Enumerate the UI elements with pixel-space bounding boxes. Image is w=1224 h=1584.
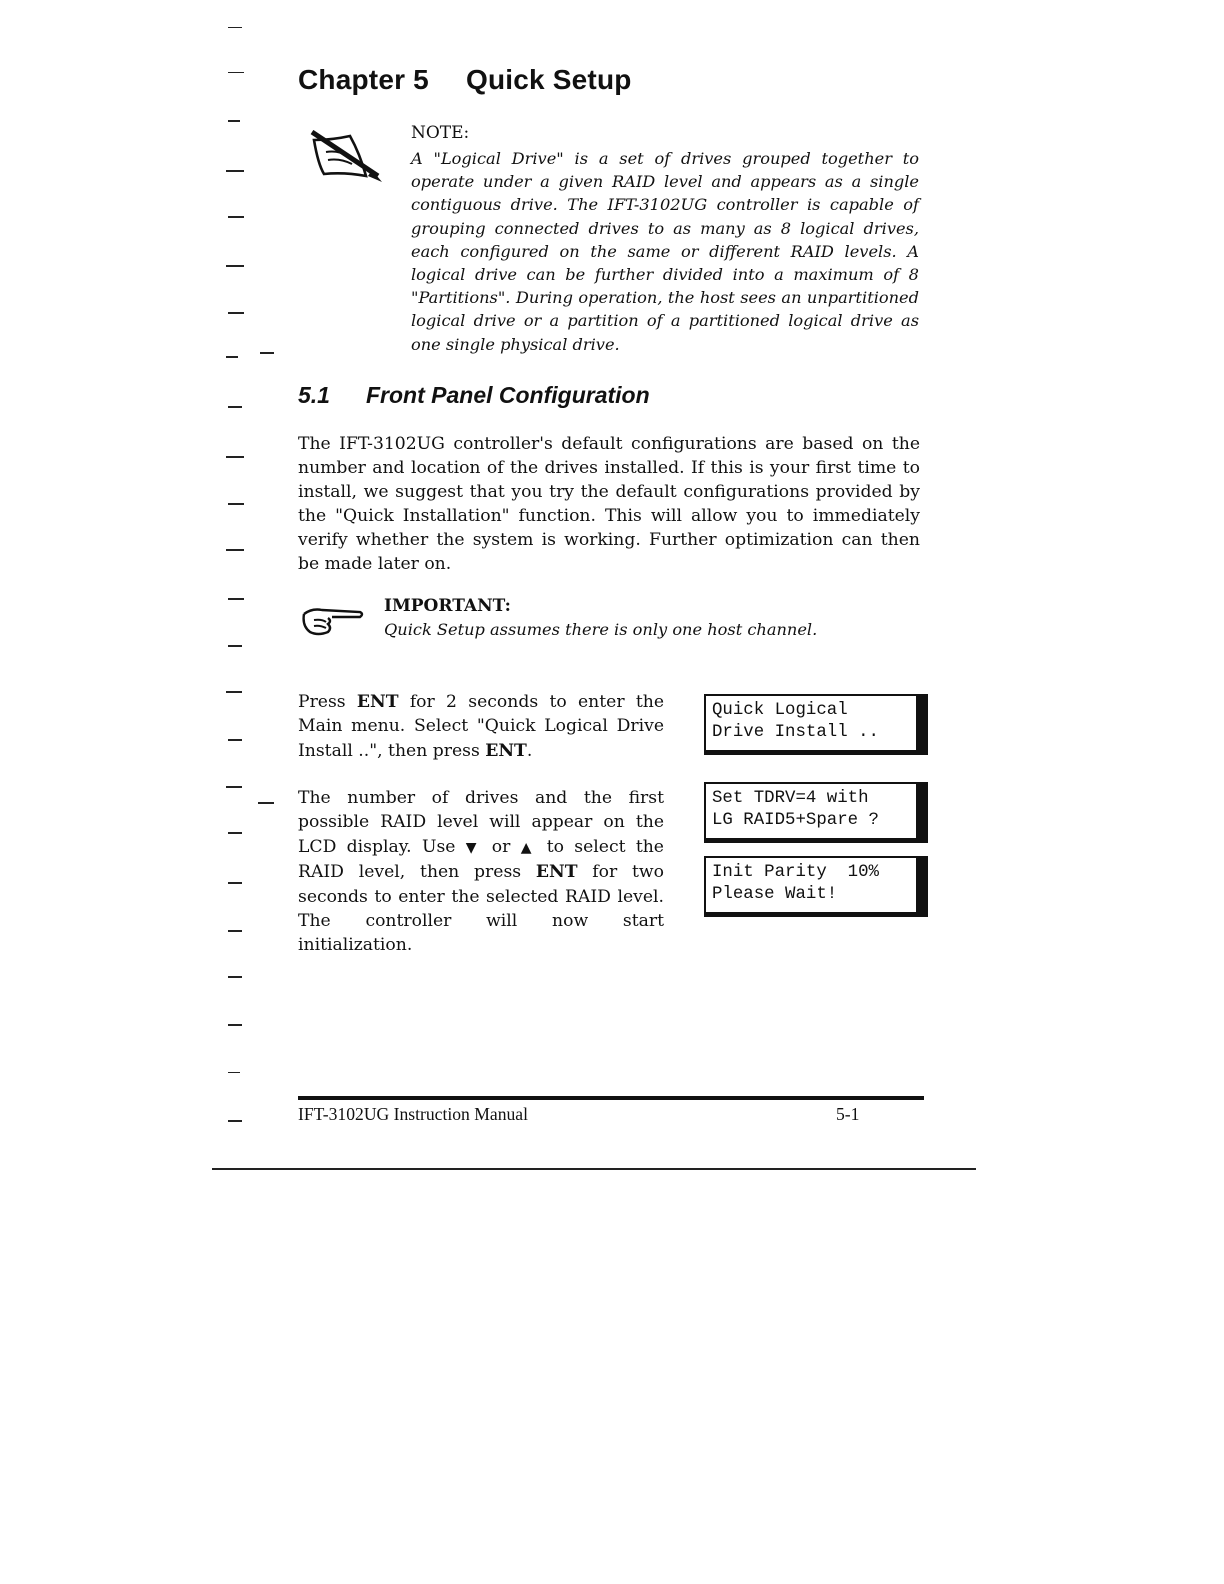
note-body: A "Logical Drive" is a set of drives grouped together to operate under a given RAID level and appears as a single contiguous drive. The IFT-3102UG controller is capable of grouping connected drives to as many as 8 logical drives, each configured on the same or different RAID levels. A logical drive can be further divided into a maximum of 8 "Partitions". During operation, the host sees an unpartitioned logical drive or a partition of a partitioned logical drive as one single physical drive. [411,149,919,354]
important-label: IMPORTANT: [384,596,511,616]
lcd-line-1: Quick Logical [712,701,848,720]
section-number: 5.1 [298,382,330,408]
footer-page-number: 5-1 [836,1104,860,1124]
important-body: Quick Setup assumes there is only one host channel. [384,620,818,639]
footer-rule [298,1096,924,1100]
page-edge-rule [212,1168,976,1170]
chapter-name: Quick Setup [466,64,632,95]
arrow-down-icon: ▼ [465,839,482,856]
lcd-line-2: LG RAID5+Spare ? [712,811,879,830]
footer-manual-title: IFT-3102UG Instruction Manual [298,1104,528,1124]
chapter-number: Chapter 5 [298,64,429,95]
ent-key-label: ENT [485,740,527,761]
chapter-title [298,64,632,96]
step-1-text: Press ENT for 2 seconds to enter the Main menu. Select "Quick Logical Drive Install ..", then press ENT. [298,692,665,761]
section-name: Front Panel Configuration [366,382,650,408]
ent-key-label: ENT [535,862,578,883]
lcd-line-1: Set TDRV=4 with [712,789,869,808]
lcd-display [704,782,928,843]
intro-paragraph: The IFT-3102UG controller's default configurations are based on the number and location of the drives installed. If this is your first time to install, we suggest that you try the default configurations provided by the "Quick Installation" function. This will allow you to immediately verify whether the system is working. Further optimization can then be made later on. [298,434,920,574]
pen-on-paper-icon [310,130,382,182]
section-title [298,382,650,409]
pointing-hand-icon [302,604,364,636]
arrow-up-icon: ▲ [520,839,537,856]
lcd-line-1: Init Parity 10% [712,863,879,882]
lcd-line-2: Drive Install .. [712,723,879,742]
note-label: NOTE: [411,123,470,143]
step-2-text: The number of drives and the first possible RAID level will appear on the LCD display. Use ▼ or ▲ to select the RAID level, then press ENT for two seconds to enter the selected RAID level. The controller will now start initialization. [298,788,664,956]
lcd-display [704,856,928,917]
ent-key-label: ENT [356,692,399,712]
lcd-display [704,694,928,755]
lcd-line-2: Please Wait! [712,885,838,904]
